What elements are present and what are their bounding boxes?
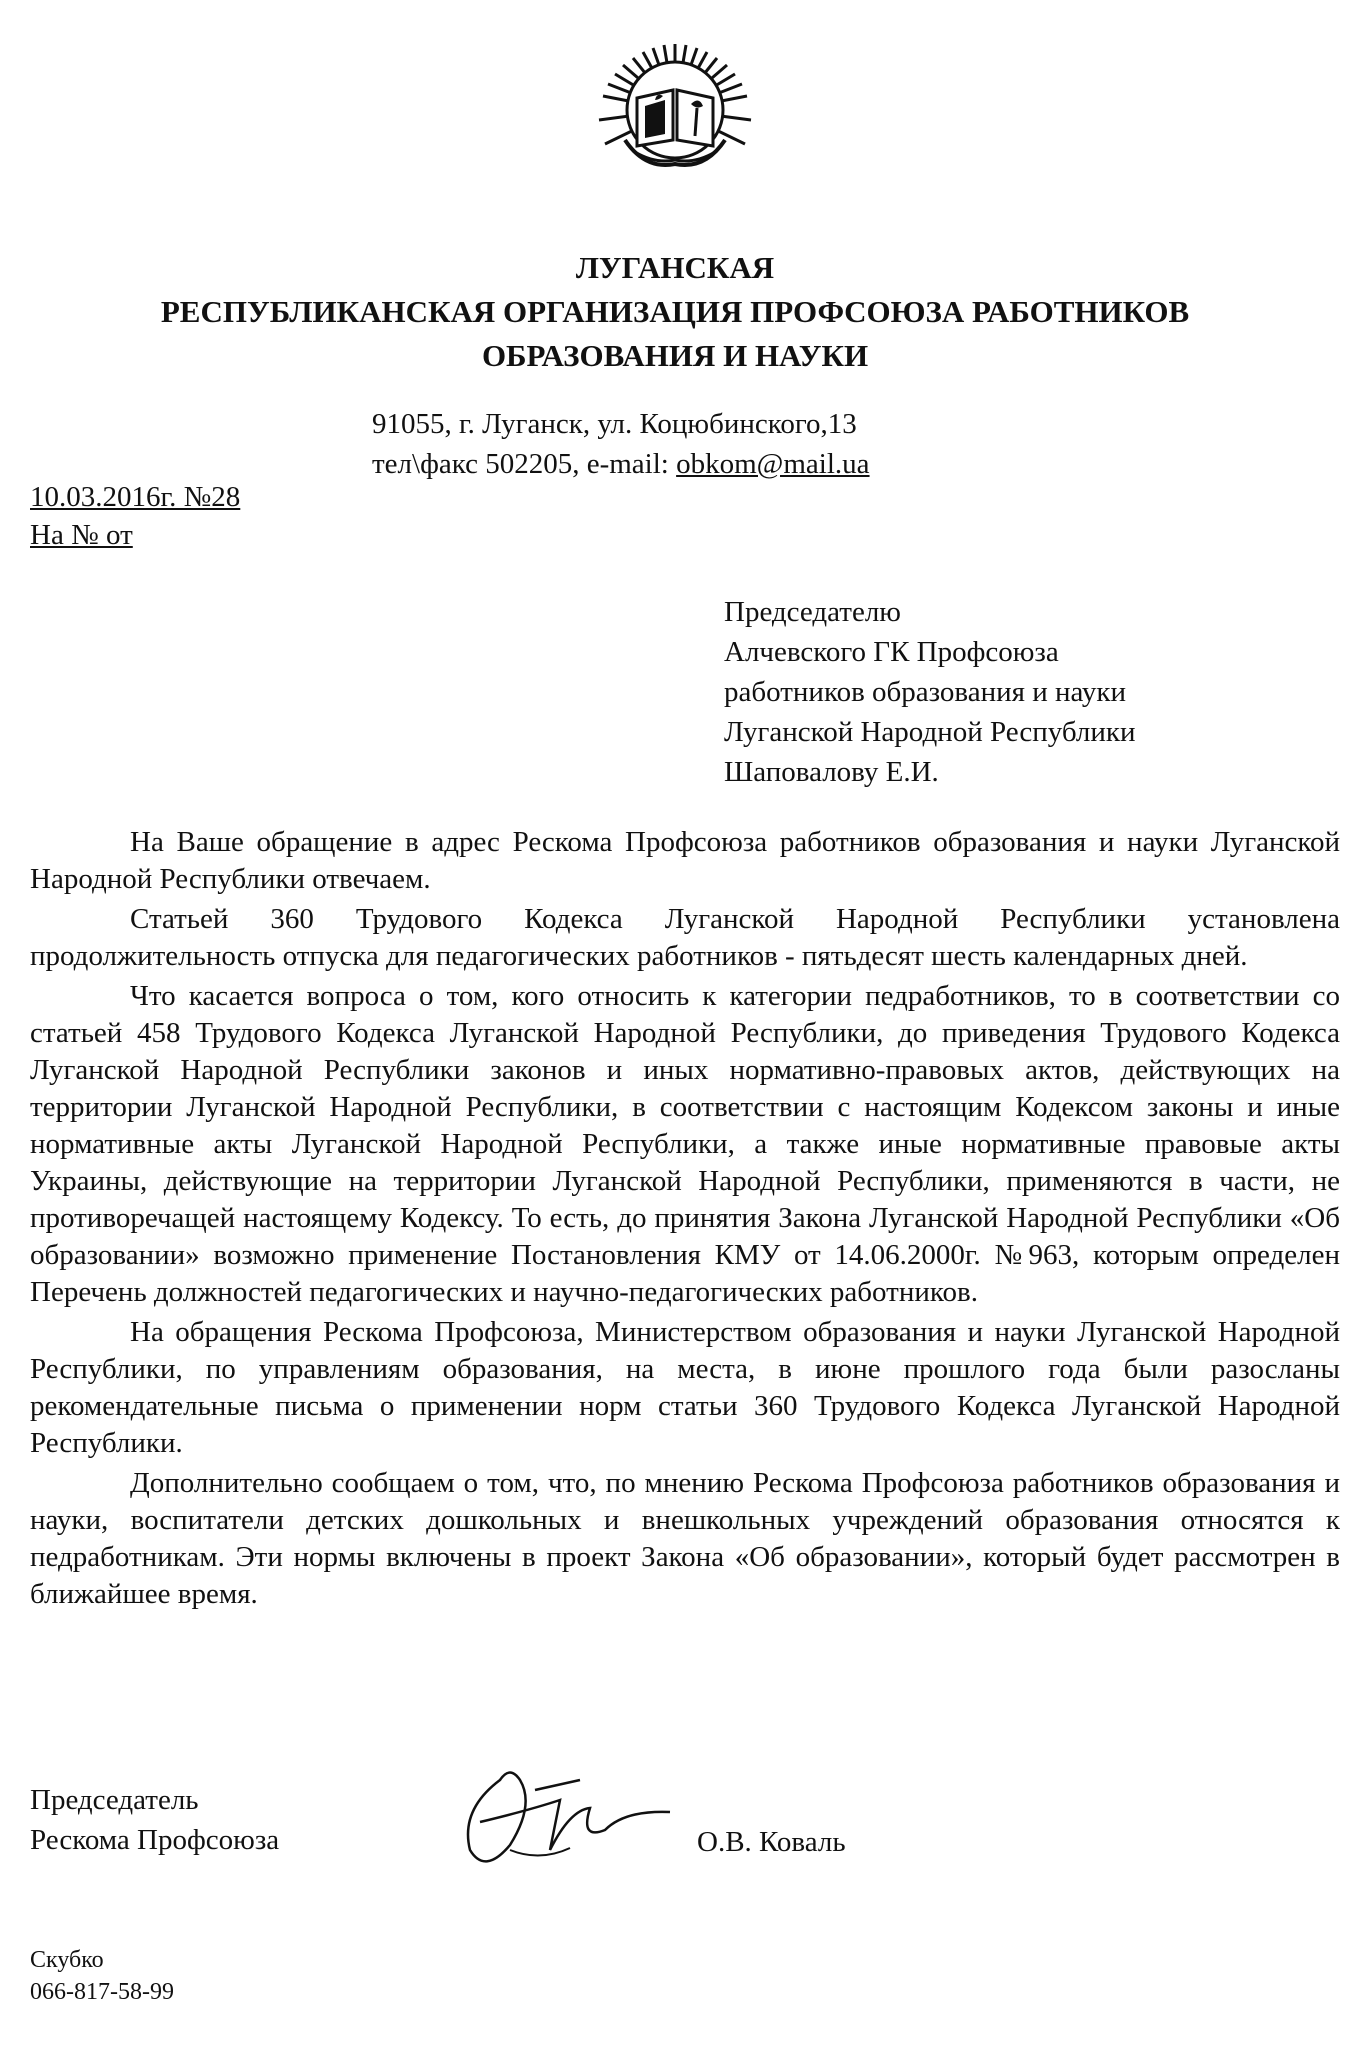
incoming-reference: На № от	[30, 519, 133, 551]
recipient-line: Алчевского ГК Профсоюза	[724, 636, 1059, 668]
body-paragraph: На Ваше обращение в адрес Рескома Профсоюза работников образования и науки Луганской Народной Республики отвечаем.	[30, 826, 1340, 895]
recipient-line: Председателю	[724, 596, 901, 628]
recipient-line: Луганской Народной Республики	[724, 716, 1136, 748]
org-contacts	[372, 444, 870, 484]
body-paragraph: Дополнительно сообщаем о том, что, по мнению Рескома Профсоюза работников образования и науки, воспитатели детских дошкольных и внешкольных учреждений образования относятся к педработникам. Эти нормы включены в проект Закона «Об образовании», который будет рассмотрен в ближайшее время.	[30, 1467, 1340, 1610]
phone-fax: тел\факс 502205, e-mail:	[372, 448, 677, 480]
org-address: 91055, г. Луганск, ул. Коцюбинского,13	[372, 408, 857, 440]
signer-role-line: Рескома Профсоюза	[30, 1824, 280, 1856]
executor-name: Скубко	[30, 1947, 104, 1973]
executor-phone: 066-817-58-99	[30, 1979, 174, 2005]
email-link[interactable]: obkom@mail.ua	[676, 448, 870, 480]
org-name-line-2: РЕСПУБЛИКАНСКАЯ ОРГАНИЗАЦИЯ ПРОФСОЮЗА РАБОТНИКОВ	[160, 294, 1190, 329]
recipient-line: Шаповалову Е.И.	[724, 756, 939, 788]
union-emblem-book-sun-icon	[585, 40, 765, 180]
recipient-line: работников образования и науки	[724, 676, 1127, 708]
outgoing-date-number: 10.03.2016г. №28	[30, 481, 241, 513]
body-paragraph: На обращения Рескома Профсоюза, Министерством образования и науки Луганской Народной Республики, по управлениям образования, на места, в июне прошлого года были разосланы рекомендательные письма о применении норм статьи 360 Трудового Кодекса Луганской Народной Республики.	[30, 1316, 1340, 1459]
org-name-line-1: ЛУГАНСКАЯ	[575, 250, 775, 285]
org-name-line-3: ОБРАЗОВАНИЯ И НАУКИ	[481, 338, 869, 373]
body-paragraph: Что касается вопроса о том, кого относить к категории педработников, то в соответствии со статьей 458 Трудового Кодекса Луганской Народной Республики, до приведения Трудового Кодекса Луганской Народной Республики законов и иных нормативно-правовых актов, действующих на территории Луганской Народной Республики, в соответствии с настоящим Кодексом законы и иные нормативные акты Луганской Народной Республики, а также иные нормативные правовые акты Украины, действующие на территории Луганской Народной Республики, применяются в части, не противоречащей настоящему Кодексу. То есть, до принятия Закона Луганской Народной Республики «Об образовании» возможно применение Постановления КМУ от 14.06.2000г. №963, которым определен Перечень должностей педагогических и научно-педагогических работников.	[30, 980, 1340, 1308]
body-paragraph: Статьей 360 Трудового Кодекса Луганской Народной Республики установлена продолжительность отпуска для педагогических работников - пятьдесят шесть календарных дней.	[30, 903, 1340, 972]
letter-body	[30, 824, 1340, 1616]
signer-role-line: Председатель	[30, 1784, 199, 1816]
handwritten-signature-icon	[440, 1750, 680, 1880]
signer-name: О.В. Коваль	[697, 1826, 846, 1858]
signer-role	[30, 1780, 279, 1860]
recipient-block	[724, 592, 1136, 792]
executor-block	[30, 1944, 174, 2008]
